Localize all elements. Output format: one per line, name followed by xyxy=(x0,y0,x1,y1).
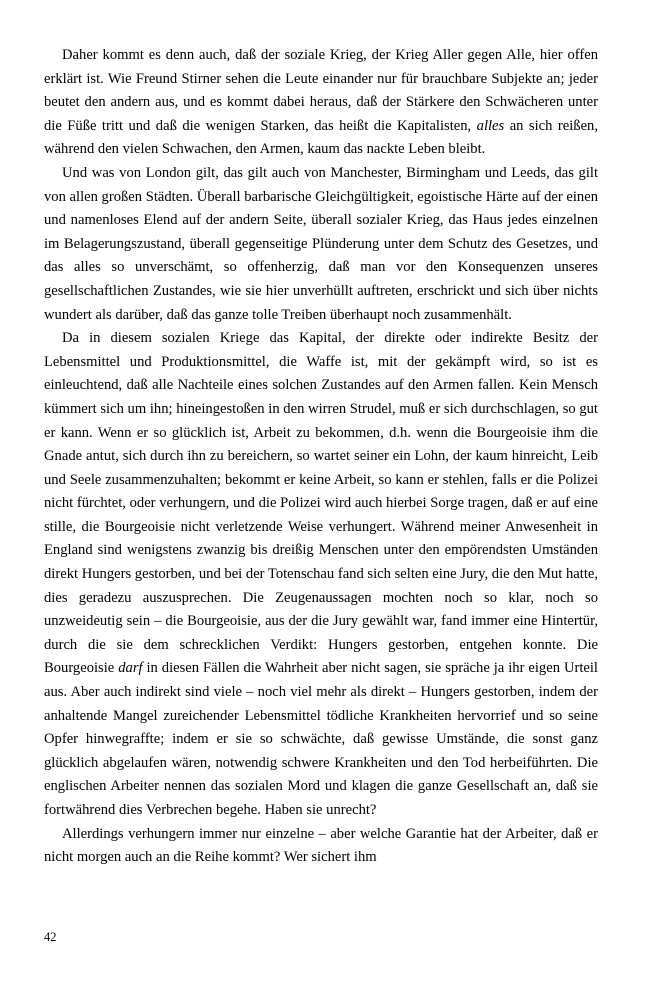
paragraph-3: Da in diesem sozialen Kriege das Kapital, der direkte oder indirekte Besitz der Lebensmittel und Produktionsmittel, die Waffe ist, mit der gekämpft wird, so ist es einleuchtend, daß alle Nachteile eines solchen Zustandes auf den Armen fallen. Kein Mensch kümmert sich um ihn; hineingestoßen in den wirren Strudel, muß er sich durchschlagen, so gut er kann. Wenn er so glücklich ist, Arbeit zu bekommen, d.h. wenn die Bourgeoisie ihm die Gnade antut, sich durch ihn zu bereichern, so wartet seiner ein Lohn, der kaum hinreicht, Leib und Seele zusammenzuhalten; bekommt er keine Arbeit, so kann er stehlen, falls er die Polizei nicht fürchtet, oder verhungern, und die Polizei wird auch hierbei Sorge tragen, daß er auf eine stille, die Bourgeoisie nicht verletzende Weise verhungert. Während meiner Anwesenheit in England sind wenigstens zwanzig bis dreißig Menschen unter den empörendsten Umständen direkt Hungers gestorben, und bei der Totenschau fand sich selten eine Jury, die den Mut hatte, dies geradezu auszusprechen. Die Zeugenaussagen mochten noch so klar, noch so unzweideutig sein – die Bourgeoisie, aus der die Jury gewählt war, fand immer eine Hintertür, durch die sie dem schrecklichen Verdikt: Hungers gestorben, entgehen konnte. Die Bourgeoisie darf in diesen Fällen die Wahrheit aber nicht sagen, sie spräche ja ihr eigen Urteil aus. Aber auch indirekt sind viele – noch viel mehr als direkt – Hungers gestorben, indem der anhaltende Mangel zureichender Lebensmittel tödliche Krankheiten hervorrief und so seine Opfer hinwegraffte; indem er sie so schwächte, daß gewisse Umstände, die sonst ganz glücklich abgelaufen wären, notwendig schwere Krankheiten und den Tod herbeiführten. Die englischen Arbeiter nennen das sozialen Mord und klagen die ganze Gesellschaft an, daß sie fortwährend dies Verbrechen begehe. Haben sie unrecht? xyxy=(44,330,598,818)
paragraph-4: Allerdings verhungern immer nur einzelne – aber welche Garantie hat der Arbeiter, daß er nicht morgen auch an die Reihe kommt? Wer sichert ihm xyxy=(44,825,598,866)
paragraph-1: Daher kommt es denn auch, daß der soziale Krieg, der Krieg Aller gegen Alle, hier offen erklärt ist. Wie Freund Stirner sehen die Leute einander nur für brauchbare Subjekte an; jeder beutet den andern aus, und es kommt dabei heraus, daß der Stärkere den Schwächeren unter die Füße tritt und daß die wenigen Starken, das heißt die Kapitalisten, alles an sich reißen, während den vielen Schwachen, den Armen, kaum das nackte Leben bleibt. xyxy=(44,47,598,158)
italic-emphasis-alles: alles xyxy=(476,117,505,134)
page-body xyxy=(44,44,598,870)
italic-emphasis-darf: darf xyxy=(118,660,143,677)
paragraph-2: Und was von London gilt, das gilt auch von Manchester, Birmingham und Leeds, das gilt von allen großen Städten. Überall barbarische Gleichgültigkeit, egoistische Härte auf der einen und namenloses Elend auf der andern Seite, überall sozialer Krieg, das Haus jedes einzelnen im Belagerungszustand, überall gegenseitige Plünderung unter dem Schutz des Gesetzes, und das alles so unverschämt, so offenherzig, daß man vor den Konsequenzen unseres gesellschaftlichen Zustandes, wie sie hier unverhüllt auftreten, erschrickt und sich über nichts wundert als darüber, daß das ganze tolle Treiben überhaupt noch zusammenhält. xyxy=(44,164,598,323)
page-number: 42 xyxy=(44,930,57,944)
